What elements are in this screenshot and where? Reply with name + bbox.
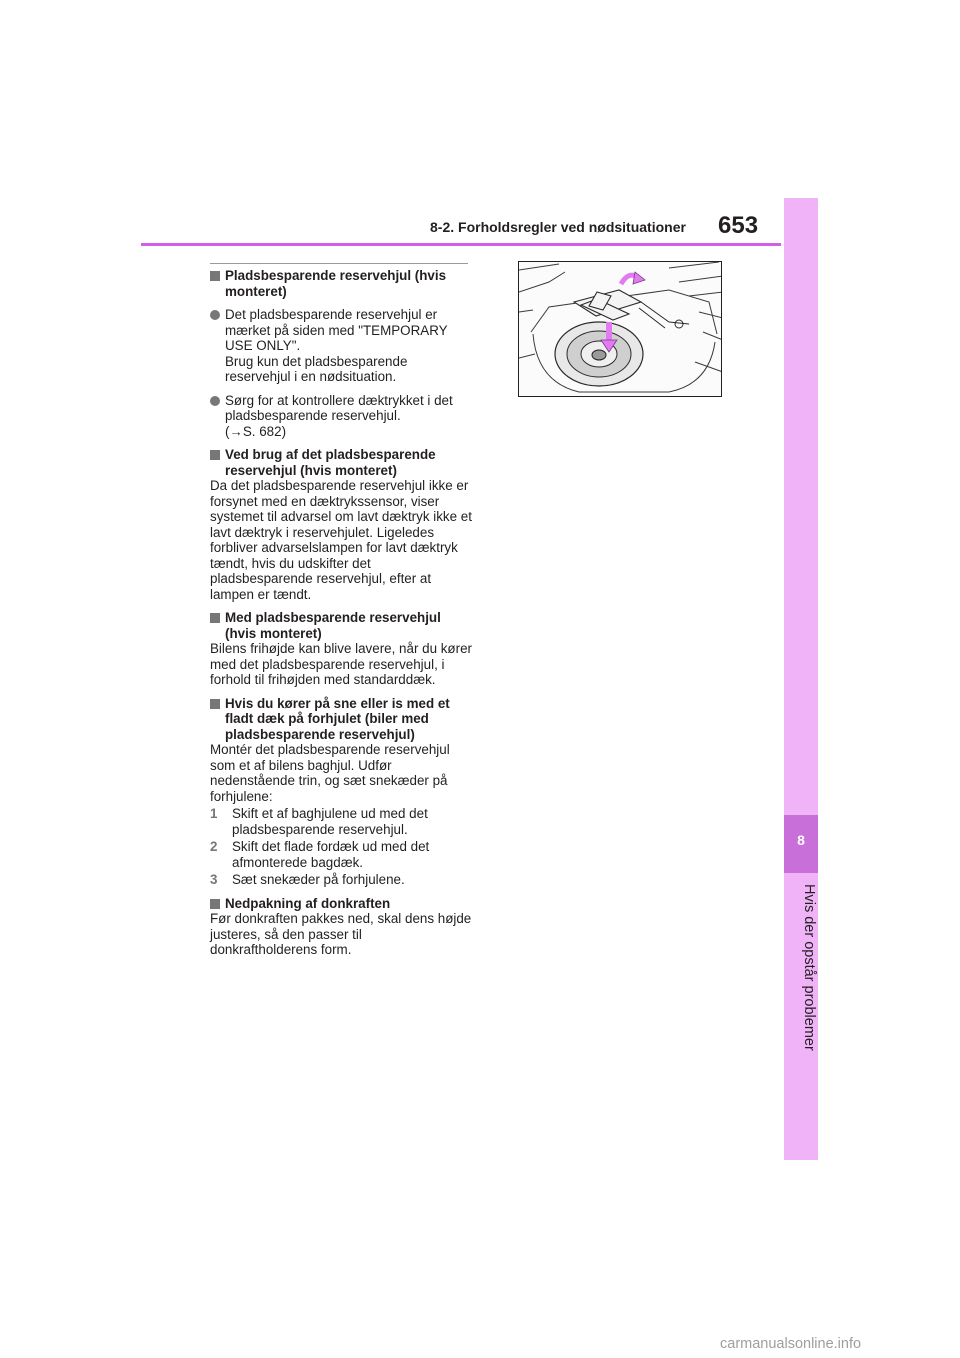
square-bullet-icon: [210, 613, 220, 623]
chapter-number: 8: [797, 832, 805, 848]
trunk-jack-drawing: [519, 262, 722, 397]
square-bullet-icon: [210, 899, 220, 909]
paragraph: Før donkraften pakkes ned, skal dens højde justeres, så den passer til donkraftholderens form.: [210, 911, 472, 957]
site-watermark: carmanualsonline.info: [720, 1336, 862, 1352]
page-reference: (→S. 682): [225, 423, 287, 439]
jack-storage-illustration: [518, 261, 722, 397]
paragraph: Montér det pladsbesparende reservehjul som et af bilens baghjul. Udfør nedenstående trin, og sæt snekæder på forhjulene:: [210, 742, 450, 804]
square-bullet-icon: [210, 699, 220, 709]
chapter-title: Hvis der opstår problemer: [801, 884, 817, 1051]
step-number: 2: [210, 839, 218, 854]
section-title: 8-2. Forholdsregler ved nødsituationer: [430, 219, 686, 235]
step-number: 1: [210, 806, 218, 821]
heading-spare-wheel: Pladsbesparende reservehjul (hvis monteret): [210, 268, 472, 299]
paragraph: Da det pladsbesparende reservehjul ikke er forsynet med en dæktrykssensor, viser systemet til advarsel om lavt dæktryk ikke et lavt dæktryk i reservehjulet. Ligeledes forbliver advarselslampen for lavt dæktryk tændt, hvis du udskifter det pladsbesparende reservehjul, efter at lampen er tændt.: [210, 478, 472, 602]
step-item: [210, 839, 472, 870]
heading-using-spare: Ved brug af det pladsbesparende reservehjul (hvis monteret): [210, 447, 472, 478]
step-item: [210, 806, 472, 837]
heading-snow-ice: Hvis du kører på sne eller is med et fladt dæk på forhjulet (biler med pladsbesparende reservehjul): [210, 696, 472, 743]
paragraph: Bilens frihøjde kan blive lavere, når du kører med det pladsbesparende reservehjul, i forhold til frihøjden med standarddæk.: [210, 641, 472, 687]
heading-with-spare: Med pladsbesparende reservehjul (hvis monteret): [210, 610, 472, 641]
round-bullet-icon: [210, 396, 220, 406]
step-text: Sæt snekæder på forhjulene.: [232, 872, 405, 887]
bullet-text: Brug kun det pladsbesparende reservehjul i en nødsituation.: [225, 353, 408, 384]
step-text: Skift et af baghjulene ud med det pladsbesparende reservehjul.: [232, 806, 428, 837]
column-rule: [210, 263, 468, 264]
bullet-text: Det pladsbesparende reservehjul er mærket på siden med "TEMPORARY USE ONLY".: [225, 307, 448, 353]
main-text-column: [210, 268, 472, 958]
step-number: 3: [210, 872, 218, 887]
header-rule: [141, 243, 781, 246]
step-text: Skift det flade fordæk ud med det afmonterede bagdæk.: [232, 839, 430, 870]
round-bullet-icon: [210, 310, 220, 320]
square-bullet-icon: [210, 450, 220, 460]
square-bullet-icon: [210, 271, 220, 281]
bullet-item: [210, 307, 472, 385]
bullet-item: [210, 393, 472, 440]
heading-jack: Nedpakning af donkraften: [210, 896, 472, 912]
page-number: 653: [718, 212, 759, 239]
bullet-text: Sørg for at kontrollere dæktrykket i det pladsbesparende reservehjul.: [225, 392, 453, 423]
step-item: [210, 872, 472, 888]
